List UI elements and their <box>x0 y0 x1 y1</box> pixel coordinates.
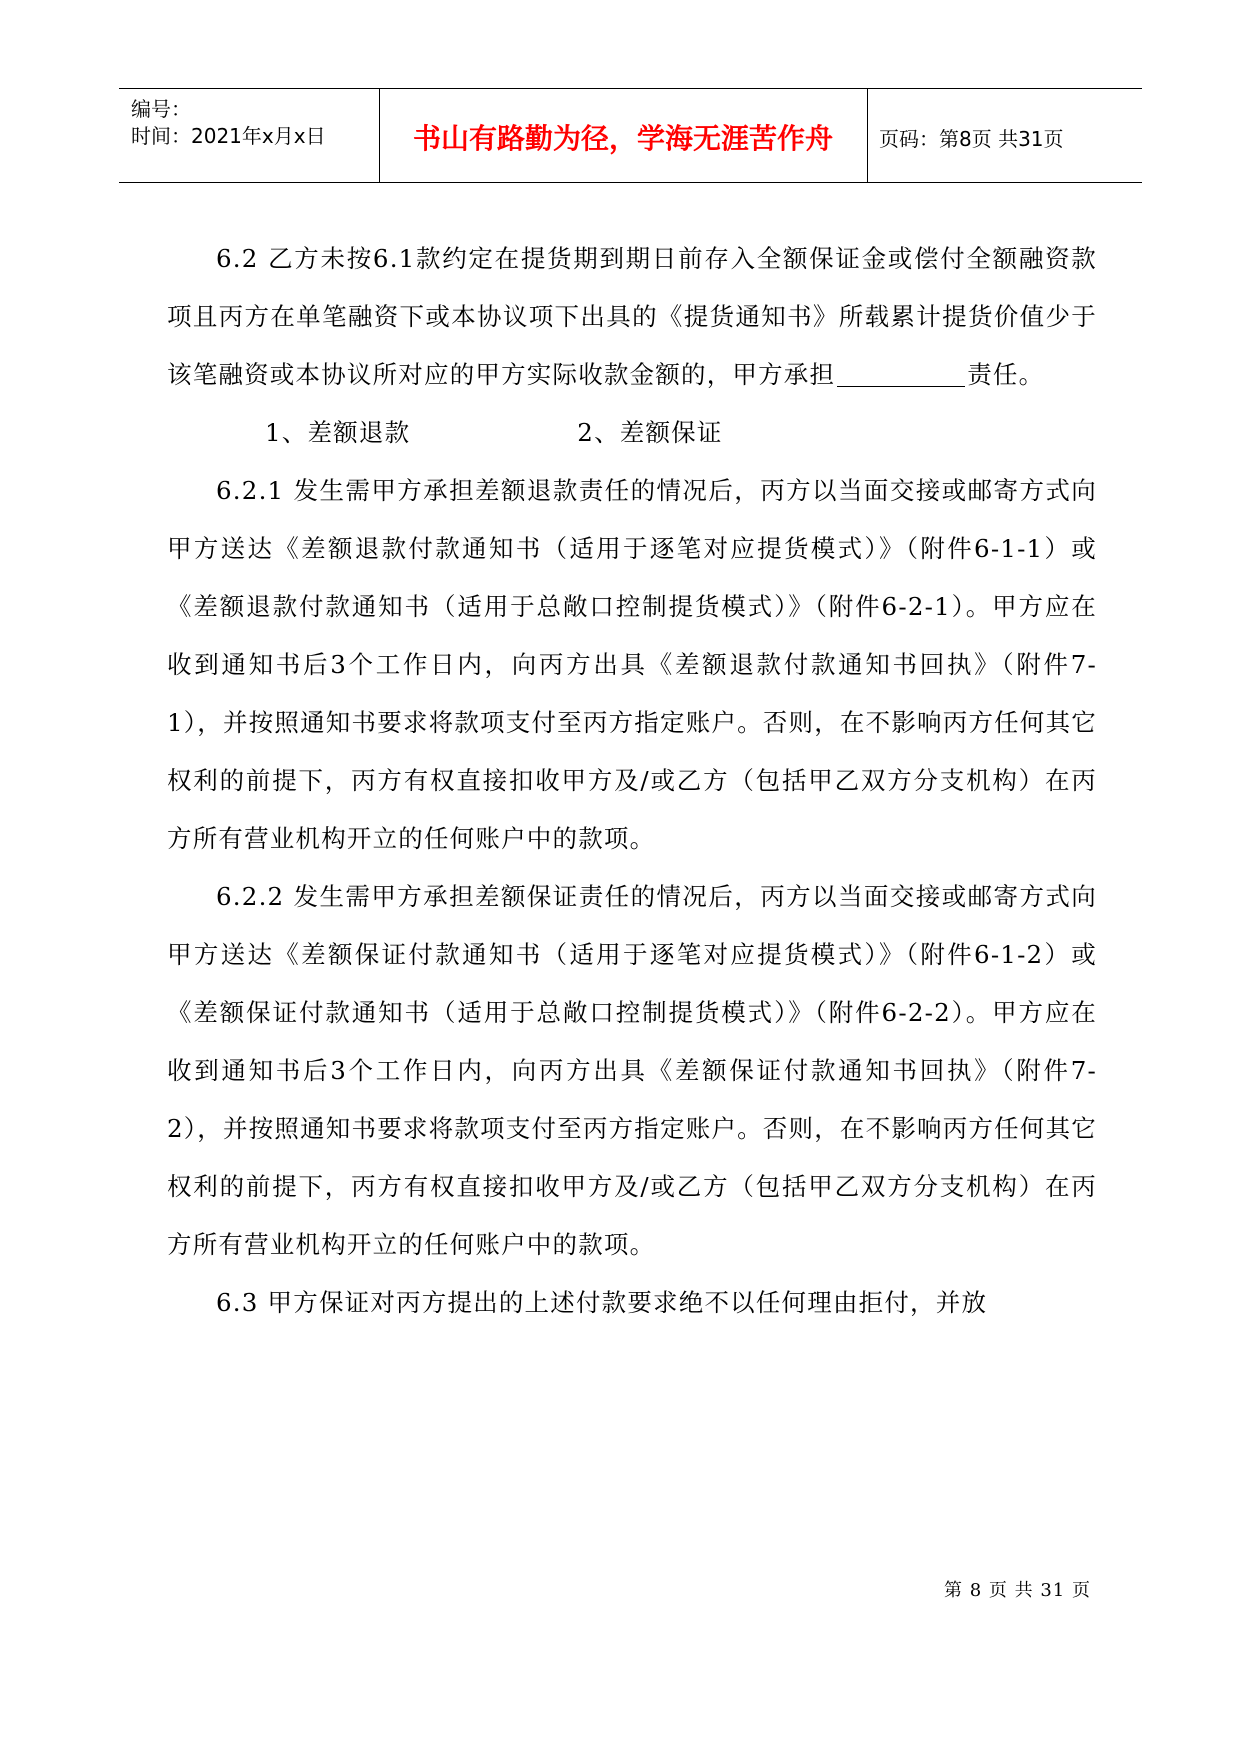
clause-6-2 <box>167 230 1097 404</box>
header-slogan: 书山有路勤为径，学海无涯苦作舟 <box>412 122 833 155</box>
page-footer-number: 第 8 页 共 31 页 <box>944 1580 1091 1601</box>
page-header <box>119 88 1142 183</box>
clause-6-2-options <box>167 404 1097 462</box>
document-number-label: 编号： <box>131 97 191 121</box>
clause-6-2-text-end: 责任。 <box>967 360 1045 389</box>
clause-6-3: 6.3 甲方保证对丙方提出的上述付款要求绝不以任何理由拒付，并放 <box>216 1288 988 1317</box>
document-body <box>167 230 1097 1332</box>
header-page-code: 页码：第8页 共31页 <box>879 127 1064 151</box>
clause-6-2-text: 6.2 乙方未按6.1款约定在提货期到期日前存入全额保证金或偿付全额融资款项且丙方在单笔融资下或本协议项下出具的《提货通知书》所载累计提货价值少于该笔融资或本协议所对应的甲方实际收款金额的，甲方承担 <box>167 244 1097 389</box>
option-difference-guarantee: 2、差额保证 <box>577 418 723 447</box>
clause-6-2-2: 6.2.2 发生需甲方承担差额保证责任的情况后，丙方以当面交接或邮寄方式向甲方送达《差额保证付款通知书（适用于逐笔对应提货模式）》（附件6-1-2）或《差额保证付款通知书（适用于总敞口控制提货模式）》（附件6-2-2）。甲方应在收到通知书后3个工作日内，向丙方出具《差额保证付款通知书回执》（附件7-2），并按照通知书要求将款项支付至丙方指定账户。否则，在不影响丙方任何其它权利的前提下，丙方有权直接扣收甲方及/或乙方（包括甲乙双方分支机构）在丙方所有营业机构开立的任何账户中的款项。 <box>167 882 1097 1259</box>
header-page-cell <box>867 89 1142 182</box>
fill-in-blank <box>837 362 965 388</box>
header-info-cell <box>119 89 380 182</box>
clause-6-2-1: 6.2.1 发生需甲方承担差额退款责任的情况后，丙方以当面交接或邮寄方式向甲方送达《差额退款付款通知书（适用于逐笔对应提货模式）》（附件6-1-1）或《差额退款付款通知书（适用于总敞口控制提货模式）》（附件6-2-1）。甲方应在收到通知书后3个工作日内，向丙方出具《差额退款付款通知书回执》（附件7-1），并按照通知书要求将款项支付至丙方指定账户。否则，在不影响丙方任何其它权利的前提下，丙方有权直接扣收甲方及/或乙方（包括甲乙双方分支机构）在丙方所有营业机构开立的任何账户中的款项。 <box>167 476 1097 853</box>
header-slogan-cell <box>379 89 868 182</box>
option-difference-refund: 1、差额退款 <box>265 418 411 447</box>
document-time: 时间：2021年x月x日 <box>131 124 326 148</box>
